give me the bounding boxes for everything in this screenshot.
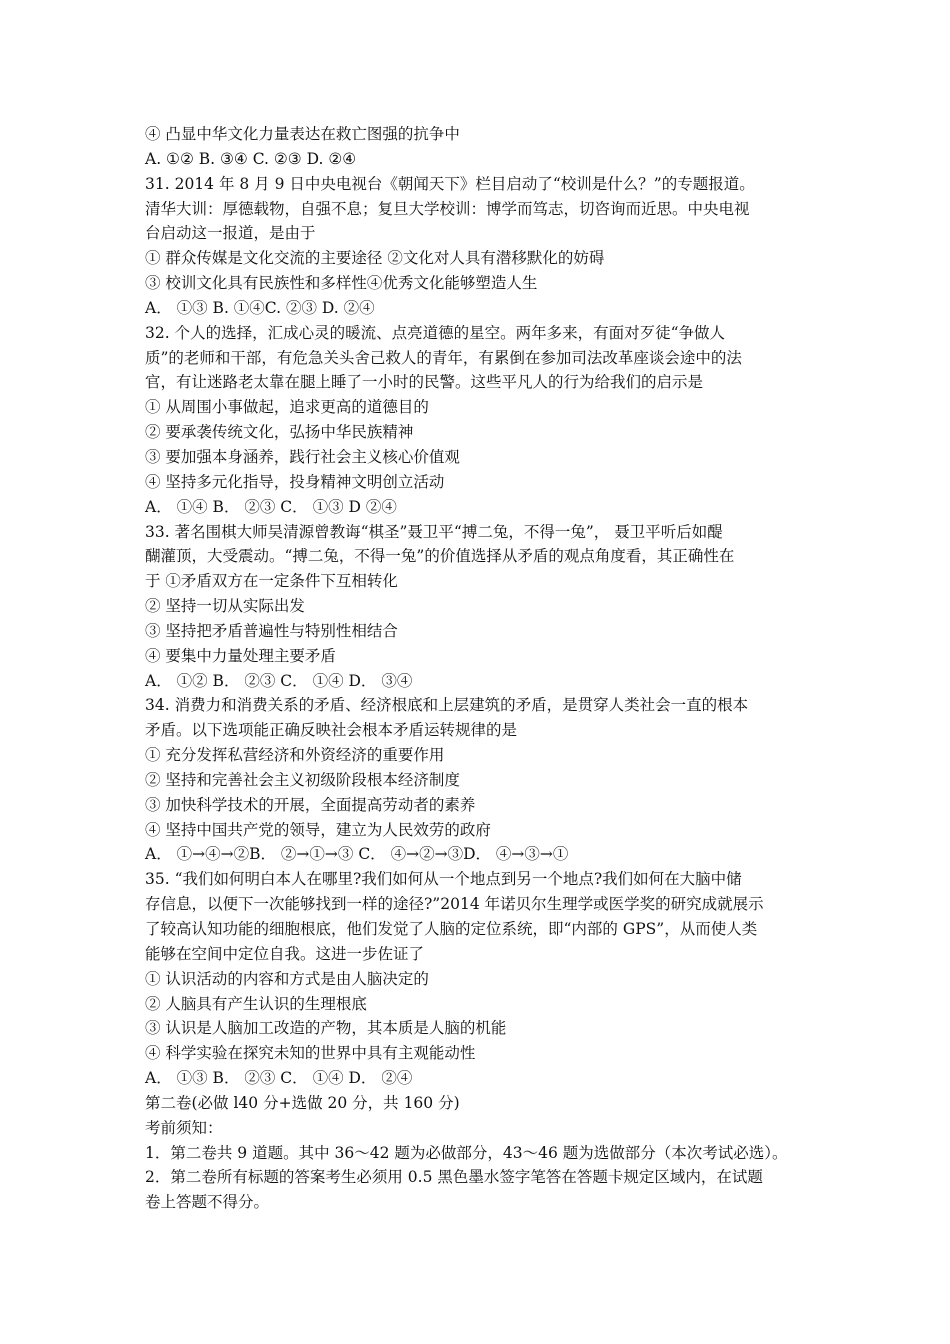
text-line: 34. 消费力和消费关系的矛盾、经济根底和上层建筑的矛盾，是贯穿人类社会一直的根本 xyxy=(145,696,749,715)
text-line: A． ①→④→②B． ②→①→③ C． ④→②→③D． ④→③→① xyxy=(145,845,569,864)
text-line: ① 认识活动的内容和方式是由人脑决定的 xyxy=(145,969,429,988)
text-line: ④ 凸显中华文化力量表达在救亡图强的抗争中 xyxy=(145,125,460,143)
text-line: 能够在空间中定位自我。这进一步佐证了 xyxy=(145,944,425,963)
text-line: ④ 科学实验在探究未知的世界中具有主观能动性 xyxy=(145,1044,476,1063)
text-line: ④ 坚持多元化指导，投身精神文明创立活动 xyxy=(145,472,445,491)
text-line: ④ 坚持中国共产党的领导，建立为人民效劳的政府 xyxy=(145,820,491,839)
text-line: ② 要承袭传统文化，弘扬中华民族精神 xyxy=(145,423,414,442)
text-line: ① 群众传媒是文化交流的主要途径 ②文化对人具有潜移默化的妨碍 xyxy=(145,249,605,268)
text-line: A． ①② B． ②③ C． ①④ D． ③④ xyxy=(145,671,413,690)
text-line: ③ 校训文化具有民族性和多样性④优秀文化能够塑造人生 xyxy=(145,274,538,293)
text-line: 卷上答题不得分。 xyxy=(145,1193,270,1212)
text-line: 33. 著名围棋大师吴清源曾教诲“棋圣”聂卫平“搏二兔，不得一兔”， 聂卫平听后如醍 xyxy=(145,522,723,541)
text-line: A． ①③ B． ②③ C． ①④ D． ②④ xyxy=(145,1069,413,1088)
text-line: 清华大训：厚德载物，自强不息；复旦大学校训：博学而笃志，切咨询而近思。中央电视 xyxy=(145,199,750,218)
text-line: ③ 坚持把矛盾普遍性与特别性相结合 xyxy=(145,621,398,640)
text-line: 考前须知： xyxy=(145,1118,223,1137)
text-line: 台启动这一报道，是由于 xyxy=(145,224,316,243)
text-line: ③ 认识是人脑加工改造的产物，其本质是人脑的机能 xyxy=(145,1019,507,1038)
text-line: 矛盾。以下选项能正确反映社会根本矛盾运转规律的是 xyxy=(145,721,518,740)
text-line: ② 坚持一切从实际出发 xyxy=(145,597,305,616)
text-line: ① 充分发挥私营经济和外资经济的重要作用 xyxy=(145,746,445,765)
text-line: ③ 要加强本身涵养，践行社会主义核心价值观 xyxy=(145,447,460,466)
text-line: 了较高认知功能的细胞根底，他们发觉了人脑的定位系统，即“内部的 GPS”，从而使人类 xyxy=(145,920,758,938)
document-page xyxy=(145,122,810,1215)
text-line: 质”的老师和干部，有危急关头舍己救人的青年，有累倒在参加司法改革座谈会途中的法 xyxy=(145,348,742,367)
text-line: 32. 个人的选择，汇成心灵的暖流、点亮道德的星空。两年多来，有面对歹徒“争做人 xyxy=(145,323,726,342)
text-line: ① 从周围小事做起，追求更高的道德目的 xyxy=(145,398,429,417)
text-line: A. ①② B. ③④ C. ②③ D. ②④ xyxy=(145,149,357,168)
text-line: 2．第二卷所有标题的答案考生必须用 0.5 黑色墨水签字笔答在答题卡规定区域内，在试题 xyxy=(145,1168,763,1187)
text-line: 35. “我们如何明白本人在哪里?我们如何从一个地点到另一个地点?我们如何在大脑中储 xyxy=(145,870,742,889)
text-line: 31. 2014 年 8 月 9 日中央电视台《朝闻天下》栏目启动了“校训是什么？”的专题报道。 xyxy=(145,174,755,193)
text-line: ② 坚持和完善社会主义初级阶段根本经济制度 xyxy=(145,770,460,789)
text-line: 于 ①矛盾双方在一定条件下互相转化 xyxy=(145,572,398,591)
text-line: ③ 加快科学技术的开展，全面提高劳动者的素养 xyxy=(145,795,476,814)
text-line: ② 人脑具有产生认识的生理根底 xyxy=(145,994,367,1013)
text-line: A． ①④ B． ②③ C． ①③ D ②④ xyxy=(145,497,397,516)
text-line: 1．第二卷共 9 道题。其中 36～42 题为必做部分，43～46 题为选做部分（本次考试必选）。 xyxy=(145,1143,788,1162)
text-line: 第二卷(必做 l40 分+选做 20 分，共 160 分) xyxy=(145,1093,460,1112)
text-line: A． ①③ B. ①④C. ②③ D. ②④ xyxy=(145,298,375,317)
text-line: ④ 要集中力量处理主要矛盾 xyxy=(145,646,336,665)
text-line: 醐灌顶，大受震动。“搏二兔，不得一兔”的价值选择从矛盾的观点角度看，其正确性在 xyxy=(145,547,735,566)
text-line: 存信息，以便下一次能够找到一样的途径?”2014 年诺贝尔生理学或医学奖的研究成就展示 xyxy=(145,895,764,914)
text-line: 官，有让迷路老太靠在腿上睡了一小时的民警。这些平凡人的行为给我们的启示是 xyxy=(145,373,704,392)
